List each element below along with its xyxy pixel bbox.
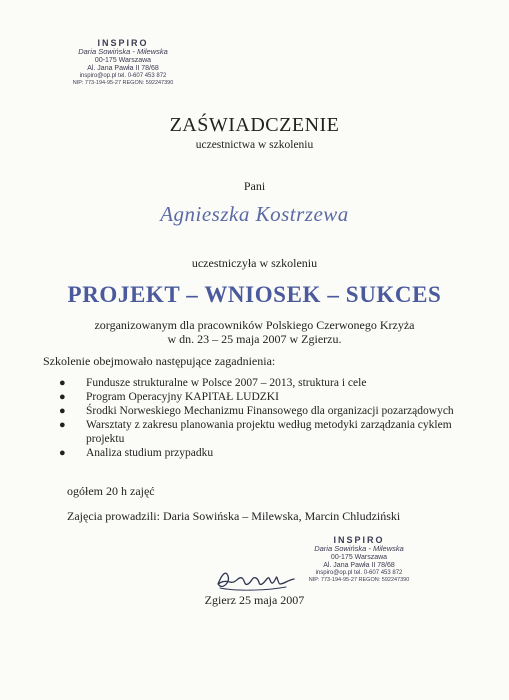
participation-text: uczestniczyła w szkoleniu — [191, 256, 318, 270]
company-stamp-top — [58, 38, 188, 86]
page-subtitle: uczestnictwa w szkoleniu — [195, 139, 314, 151]
topic-text: Analiza studium przypadku — [86, 447, 214, 459]
place-and-date: Zgierz 25 maja 2007 — [204, 593, 305, 607]
list-item — [43, 390, 463, 404]
topic-text: Środki Norweskiego Mechanizmu Finansowego dla organizacji pozarządowych — [86, 405, 454, 417]
bullet-icon: ● — [59, 447, 66, 459]
topic-text: Fundusze strukturalne w Polsce 2007 – 2013, struktura i cele — [86, 377, 367, 389]
topics-list — [43, 376, 463, 460]
organized-for-line: zorganizowanym dla pracowników Polskiego Czerwonego Krzyża — [94, 318, 415, 332]
recipient-name: Agnieszka Kostrzewa — [160, 202, 349, 226]
stamp-contact: inspiro@op.pl tel. 0-607 453 872 — [79, 73, 167, 80]
course-title: PROJEKT – WNIOSEK – SUKCES — [67, 282, 442, 307]
stamp-owner: Daria Sowińska - Milewska — [78, 47, 168, 57]
total-hours: ogółem 20 h zajęć — [67, 484, 155, 498]
signature-icon — [214, 562, 300, 594]
topics-intro: Szkolenie obejmowało następujące zagadnienia: — [43, 354, 276, 368]
stamp-company-name: INSPIRO — [97, 38, 149, 48]
stamp-ids: NIP: 773-194-95-27 REGON: 592247390 — [308, 576, 410, 583]
page-title: ZAŚWIADCZENIE — [169, 114, 340, 136]
list-item — [43, 418, 463, 446]
bullet-icon: ● — [59, 377, 66, 389]
stamp-postal: 00-175 Warszawa — [94, 56, 152, 64]
instructors: Zajęcia prowadzili: Daria Sowińska – Milewska, Marcin Chludziński — [67, 509, 401, 523]
list-item — [43, 376, 463, 390]
topic-text: Warsztaty z zakresu planowania projektu według metodyki zarządzania cyklem projektu — [86, 419, 452, 445]
date-location-line: w dn. 23 – 25 maja 2007 w Zgierzu. — [167, 332, 342, 346]
salutation: Pani — [243, 179, 266, 193]
list-item — [43, 404, 463, 418]
bullet-icon: ● — [59, 419, 66, 431]
list-item — [43, 446, 463, 460]
stamp-company-name: INSPIRO — [333, 535, 385, 545]
stamp-street: Al. Jana Pawła II 78/68 — [323, 562, 395, 570]
stamp-owner: Daria Sowińska - Milewska — [314, 544, 404, 554]
stamp-postal: 00-175 Warszawa — [330, 553, 388, 561]
bullet-icon: ● — [59, 405, 66, 417]
stamp-contact: inspiro@op.pl tel. 0-607 453 872 — [315, 570, 403, 577]
bullet-icon: ● — [59, 391, 66, 403]
stamp-ids: NIP: 773-194-95-27 REGON: 592247390 — [72, 79, 174, 86]
company-stamp-bottom — [294, 535, 424, 583]
topic-text: Program Operacyjny KAPITAŁ LUDZKI — [86, 391, 279, 403]
stamp-street: Al. Jana Pawła II 78/68 — [87, 65, 159, 73]
